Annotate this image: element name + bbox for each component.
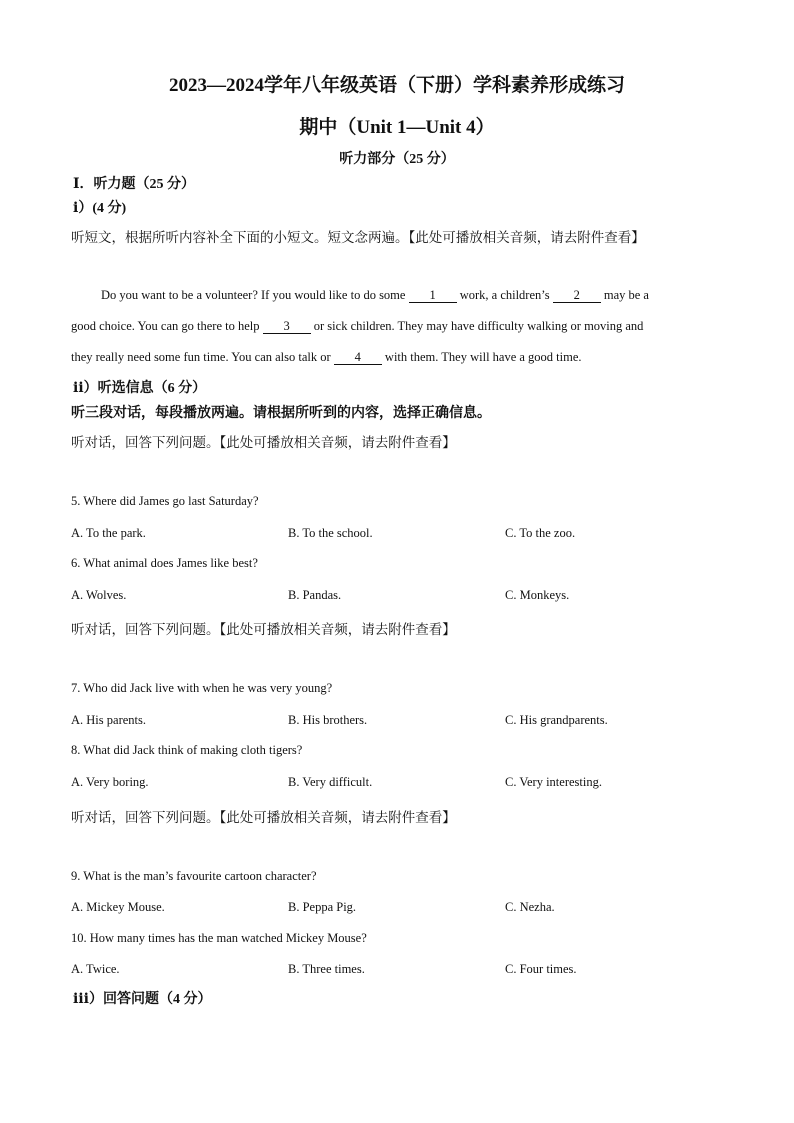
page-title: 2023—2024学年八年级英语（下册）学科素养形成练习 bbox=[168, 75, 625, 96]
question-9: 9. What is the man’s favourite cartoon character? bbox=[71, 869, 317, 883]
passage-text: with them. They will have a good time. bbox=[381, 350, 582, 364]
subsection-ii-bold-instruction: 听三段对话，每段播放两遍。请根据所听到的内容，选择正确信息。 bbox=[71, 406, 491, 421]
passage-text: they really need some fun time. You can also talk or bbox=[71, 350, 334, 364]
question-6: 6. What animal does James like best? bbox=[71, 556, 258, 570]
passage-line-2 bbox=[71, 319, 643, 334]
passage-text: good choice. You can go there to help bbox=[71, 319, 263, 333]
q8-option-c: C. Very interesting. bbox=[505, 775, 602, 789]
blank-2: 2 bbox=[553, 289, 601, 303]
q9-option-b: B. Peppa Pig. bbox=[288, 900, 357, 914]
passage-line-3 bbox=[71, 350, 582, 365]
q9-option-a: A. Mickey Mouse. bbox=[71, 900, 165, 914]
q7-option-c: C. His grandparents. bbox=[505, 713, 608, 727]
q6-option-b: B. Pandas. bbox=[288, 588, 342, 602]
question-7: 7. Who did Jack live with when he was very young? bbox=[71, 681, 333, 695]
dialog-2-instruction: 听对话，回答下列问题。【此处可播放相关音频，请去附件查看】 bbox=[71, 622, 456, 637]
passage-text: may be a bbox=[600, 288, 649, 302]
blank-4: 4 bbox=[334, 351, 382, 365]
q7-option-b: B. His brothers. bbox=[288, 713, 368, 727]
subsection-ii-heading: ⅱ）听选信息（6 分） bbox=[73, 381, 207, 396]
q5-option-a: A. To the park. bbox=[71, 526, 146, 540]
dialog-1-instruction: 听对话，回答下列问题。【此处可播放相关音频，请去附件查看】 bbox=[71, 435, 456, 450]
page-subtitle: 期中（Unit 1—Unit 4） bbox=[299, 117, 495, 138]
passage-line-1 bbox=[101, 288, 649, 303]
dialog-3-instruction: 听对话，回答下列问题。【此处可播放相关音频，请去附件查看】 bbox=[71, 810, 456, 825]
q9-option-c: C. Nezha. bbox=[505, 900, 555, 914]
subsection-i-instruction: 听短文，根据所听内容补全下面的小短文。短文念两遍。【此处可播放相关音频，请去附件查看】 bbox=[71, 230, 645, 245]
subsection-i-heading: ⅰ）(4 分) bbox=[73, 201, 127, 216]
subsection-iii-heading: ⅲ）回答问题（4 分） bbox=[73, 992, 212, 1007]
question-10: 10. How many times has the man watched Mickey Mouse? bbox=[71, 931, 367, 945]
question-5: 5. Where did James go last Saturday? bbox=[71, 494, 259, 508]
q7-option-a: A. His parents. bbox=[71, 713, 146, 727]
passage-text: or sick children. They may have difficulty walking or moving and bbox=[310, 319, 644, 333]
listening-part-label: 听力部分（25 分） bbox=[339, 152, 455, 167]
q5-option-c: C. To the zoo. bbox=[505, 526, 576, 540]
question-8: 8. What did Jack think of making cloth tigers? bbox=[71, 743, 303, 757]
q8-option-a: A. Very boring. bbox=[71, 775, 149, 789]
blank-3: 3 bbox=[263, 320, 311, 334]
blank-1: 1 bbox=[409, 289, 457, 303]
passage-text: work, a children’s bbox=[456, 288, 553, 302]
q8-option-b: B. Very difficult. bbox=[288, 775, 373, 789]
section-1-heading: Ⅰ．听力题（25 分） bbox=[73, 177, 196, 192]
q10-option-b: B. Three times. bbox=[288, 962, 365, 976]
q6-option-a: A. Wolves. bbox=[71, 588, 127, 602]
q6-option-c: C. Monkeys. bbox=[505, 588, 570, 602]
q10-option-a: A. Twice. bbox=[71, 962, 120, 976]
q5-option-b: B. To the school. bbox=[288, 526, 373, 540]
passage-text: Do you want to be a volunteer? If you would like to do some bbox=[101, 288, 409, 302]
q10-option-c: C. Four times. bbox=[505, 962, 577, 976]
